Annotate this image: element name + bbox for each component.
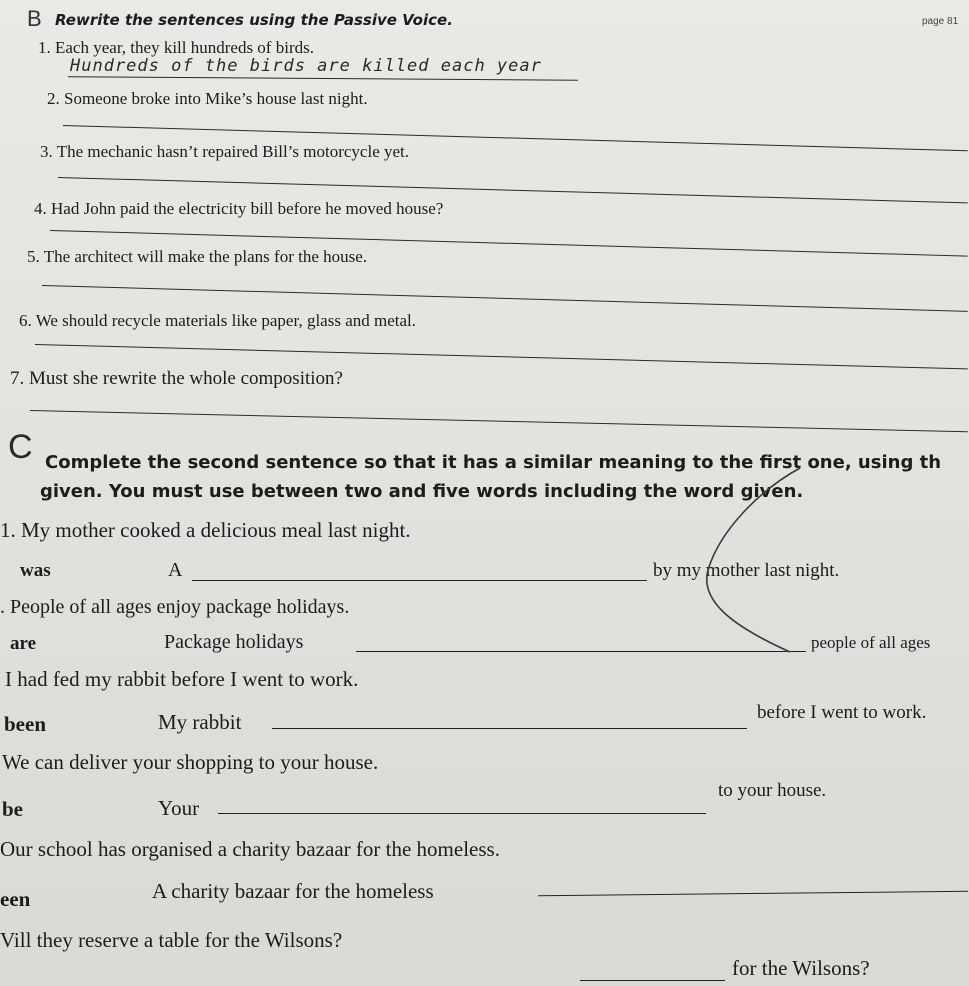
c-stem-5: A charity bazaar for the homeless [152,879,434,903]
c-stem-3: My rabbit [158,710,242,734]
page-number: page 81 [922,16,959,27]
c-answer-blank-5[interactable] [538,873,968,897]
c-ending-2: people of all ages [811,633,931,652]
section-b-letter: B [27,6,42,31]
c-keyword-2: are [10,633,37,654]
b-question-7: 7. Must she rewrite the whole composition? [10,368,343,389]
b-question-1: 1. Each year, they kill hundreds of birds. [38,38,314,57]
section-c-title-line2: given. You must use between two and five words including the word given. [40,481,804,502]
c-answer-blank-1[interactable] [192,562,647,581]
c-ending-3: before I went to work. [757,702,927,723]
c-stem-2: Package holidays [164,631,304,653]
b-question-4: 4. Had John paid the electricity bill before he moved house? [34,199,444,218]
c-answer-blank-6[interactable] [580,962,725,981]
b-answer-1-handwriting: Hundreds of the birds are killed each year [70,56,542,76]
c-keyword-4: be [2,797,23,821]
section-b-title: Rewrite the sentences using the Passive Voice. [55,11,453,29]
b-answer-line-5 [42,285,968,312]
section-c-title-line1: Complete the second sentence so that it has a similar meaning to the first one, using th [45,452,942,473]
c-sentence-4: We can deliver your shopping to your house. [2,750,379,774]
c-stem-4: Your [158,796,200,820]
c-sentence-6: Vill they reserve a table for the Wilsons? [0,928,343,952]
b-question-5: 5. The architect will make the plans for the house. [27,247,368,266]
c-answer-blank-2[interactable] [356,633,806,652]
c-ending-1: by my mother last night. [653,560,840,581]
c-sentence-5: Our school has organised a charity bazaar for the homeless. [0,837,500,861]
b-answer-line-1 [68,76,578,81]
c-sentence-1: 1. My mother cooked a delicious meal last night. [0,518,411,542]
c-keyword-5: een [0,887,31,911]
b-question-3: 3. The mechanic hasn’t repaired Bill’s motorcycle yet. [40,142,410,161]
b-answer-line-7 [30,410,968,432]
b-answer-line-6 [35,344,968,369]
c-sentence-3: I had fed my rabbit before I went to work. [5,667,359,691]
c-ending-4: to your house. [718,780,827,801]
c-ending-6: for the Wilsons? [732,956,870,980]
b-question-2: 2. Someone broke into Mike’s house last night. [47,89,368,108]
c-answer-blank-4[interactable] [218,795,706,814]
c-sentence-2: . People of all ages enjoy package holidays. [0,596,350,618]
c-keyword-1: was [20,560,51,581]
c-answer-blank-3[interactable] [272,710,747,729]
section-c-letter: C [8,428,33,466]
b-question-6: 6. We should recycle materials like paper, glass and metal. [19,311,417,330]
c-keyword-3: been [4,712,46,736]
c-stem-1: A [168,559,183,581]
